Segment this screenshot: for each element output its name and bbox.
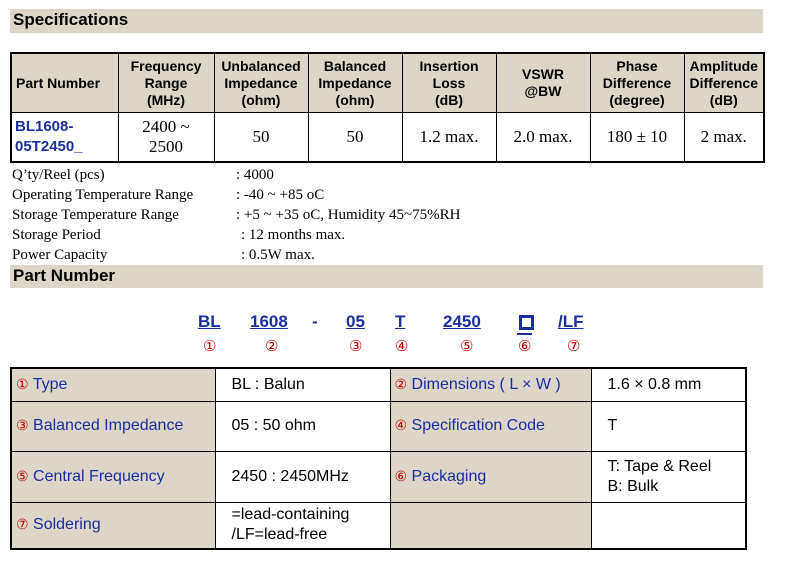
spec-header-unbalanced: Unbalanced Impedance (ohm) xyxy=(214,53,308,113)
spec-header-amplitude: Amplitude Difference (dB) xyxy=(684,53,764,113)
pn-label-soldering: ⑦ Soldering xyxy=(11,502,215,549)
pn-row xyxy=(11,502,746,549)
code-dash: - xyxy=(312,312,318,331)
code-2450: 2450 xyxy=(443,312,481,331)
pn-value-specification-code: T xyxy=(591,401,746,451)
pn-label-dimensions: ② Dimensions ( L × W ) xyxy=(390,368,591,401)
marker-1: ① xyxy=(203,338,217,355)
packaging-placeholder-underline xyxy=(517,333,532,335)
spec-vswr: 2.0 max. xyxy=(496,113,590,163)
spec-header-vswr: VSWR @BW xyxy=(496,53,590,113)
marker-6: ⑥ xyxy=(518,338,532,355)
pn-label-type: ① Type xyxy=(11,368,215,401)
spec-phase: 180 ± 10 xyxy=(590,113,684,163)
specifications-heading: Specifications xyxy=(10,9,763,33)
part-number-heading: Part Number xyxy=(10,265,763,288)
spec-part-number: BL1608- 05T2450_ xyxy=(11,113,118,163)
spec-header-phase: Phase Difference (degree) xyxy=(590,53,684,113)
pn-label-central-frequency: ⑤ Central Frequency xyxy=(11,451,215,502)
specifications-table xyxy=(10,52,765,163)
pn-row xyxy=(11,368,746,401)
pn-value-central-frequency: 2450 : 2450MHz xyxy=(215,451,390,502)
pn-value-balanced-impedance: 05 : 50 ohm xyxy=(215,401,390,451)
spec-balanced: 50 xyxy=(308,113,402,163)
spec-unbalanced: 50 xyxy=(214,113,308,163)
spec-insertion: 1.2 max. xyxy=(402,113,496,163)
pn-label-specification-code: ④ Specification Code xyxy=(390,401,591,451)
part-number-table xyxy=(10,367,747,550)
marker-5: ⑤ xyxy=(460,338,474,355)
pn-label-balanced-impedance: ③ Balanced Impedance xyxy=(11,401,215,451)
pn-value-packaging: T: Tape & Reel B: Bulk xyxy=(591,451,746,502)
marker-7: ⑦ xyxy=(567,338,581,355)
spec-header-insertion: Insertion Loss (dB) xyxy=(402,53,496,113)
pn-empty-value xyxy=(591,502,746,549)
pn-row xyxy=(11,451,746,502)
marker-4: ④ xyxy=(395,338,409,355)
pn-row xyxy=(11,401,746,451)
pn-value-soldering: =lead-containing /LF=lead-free xyxy=(215,502,390,549)
spec-header-balanced: Balanced Impedance (ohm) xyxy=(308,53,402,113)
pn-value-type: BL : Balun xyxy=(215,368,390,401)
pn-value-dimensions: 1.6 × 0.8 mm xyxy=(591,368,746,401)
code-lf: /LF xyxy=(558,312,584,331)
spec-header-frequency: Frequency Range (MHz) xyxy=(118,53,214,113)
packaging-placeholder-box xyxy=(519,315,534,330)
code-1608: 1608 xyxy=(250,312,288,331)
spec-header-part-number: Part Number xyxy=(11,53,118,113)
pn-label-packaging: ⑥ Packaging xyxy=(390,451,591,502)
spec-amplitude: 2 max. xyxy=(684,113,764,163)
spec-frequency: 2400 ~ 2500 xyxy=(118,113,214,163)
marker-3: ③ xyxy=(349,338,363,355)
code-05: 05 xyxy=(346,312,365,331)
code-t: T xyxy=(395,312,406,331)
pn-empty-label xyxy=(390,502,591,549)
spec-data-row xyxy=(11,113,764,163)
marker-2: ② xyxy=(265,338,279,355)
spec-header-row xyxy=(11,53,764,113)
code-bl: BL xyxy=(198,312,221,331)
